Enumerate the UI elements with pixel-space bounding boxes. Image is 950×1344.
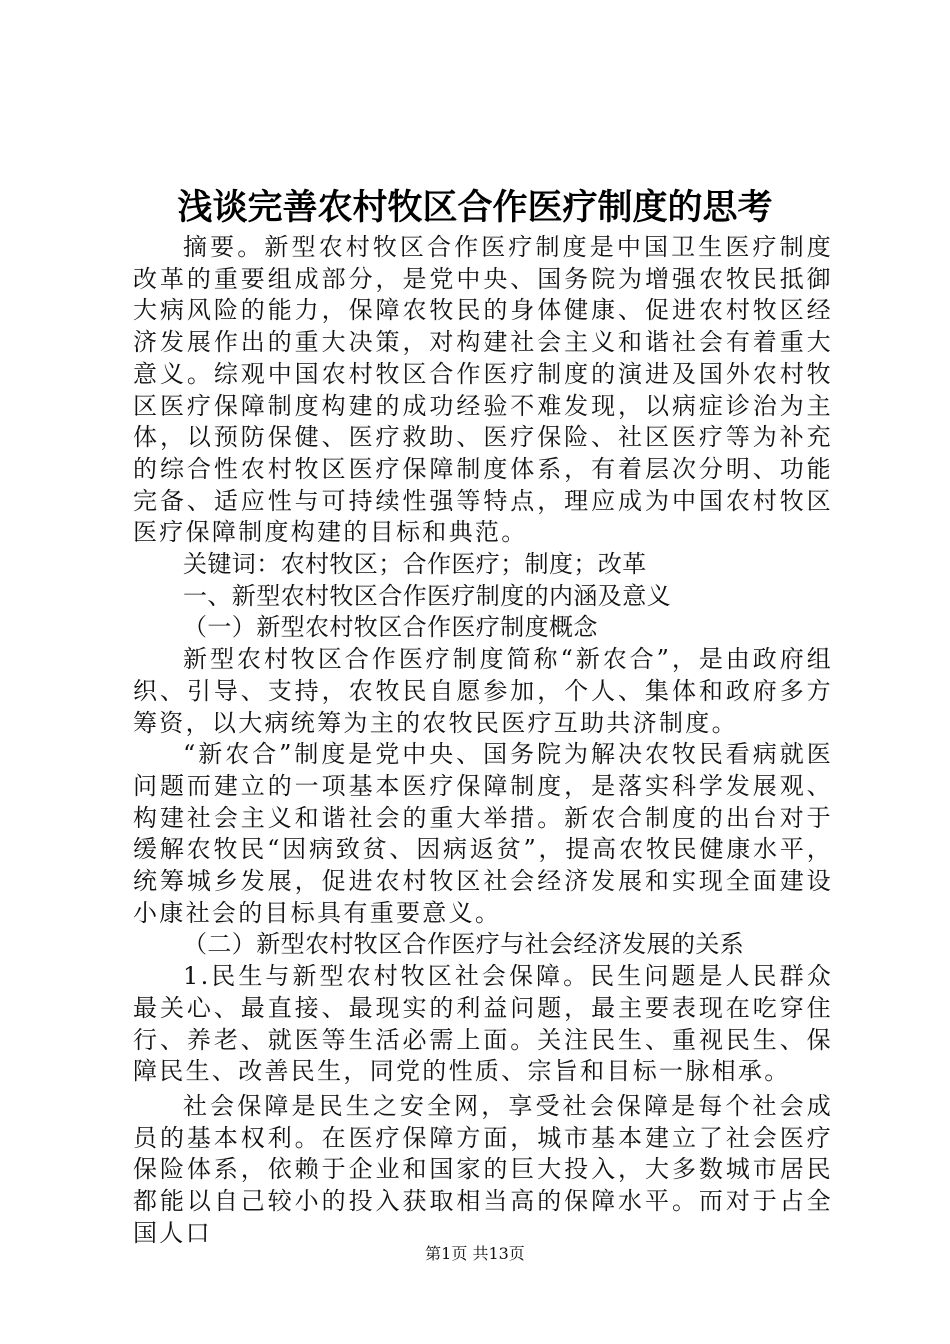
abstract-paragraph: 摘要。新型农村牧区合作医疗制度是中国卫生医疗制度改革的重要组成部分，是党中央、国务院为增强农牧民抵御大病风险的能力，保障农牧民的身体健康、促进农村牧区经济发展作出的重大决策，对构建社会主义和谐社会有着重大意义。综观中国农村牧区合作医疗制度的演进及国外农村牧区医疗保障制度构建的成功经验不难发现，以病症诊治为主体，以预防保健、医疗救助、医疗保险、社区医疗等为补充的综合性农村牧区医疗保障制度体系，有着层次分明、功能完备、适应性与可持续性强等特点，理应成为中国农村牧区医疗保障制度构建的目标和典范。	[133, 233, 833, 547]
subsection-heading-2: （二）新型农村牧区合作医疗与社会经济发展的关系	[183, 930, 745, 959]
body-paragraph: 新型农村牧区合作医疗制度简称“新农合”，是由政府组织、引导、支持，农牧民自愿参加，个人、集体和政府多方筹资，以大病统筹为主的农牧民医疗互助共济制度。	[133, 645, 833, 737]
body-paragraph: 1.民生与新型农村牧区社会保障。民生问题是人民群众最关心、最直接、最现实的利益问题，最主要表现在吃穿住行、养老、就医等生活必需上面。关注民生、重视民生、保障民生、改善民生，同党的性质、宗旨和目标一脉相承。	[133, 962, 833, 1086]
document-body	[133, 232, 833, 1250]
body-paragraph: 社会保障是民生之安全网，享受社会保障是每个社会成员的基本权利。在医疗保障方面，城市基本建立了社会医疗保险体系，依赖于企业和国家的巨大投入，大多数城市居民都能以自己较小的投入获取相当高的保障水平。而对于占全国人口	[133, 1091, 833, 1247]
subsection-heading-1: （一）新型农村牧区合作医疗制度概念	[183, 613, 598, 642]
body-paragraph: “新农合”制度是党中央、国务院为解决农牧民看病就医问题而建立的一项基本医疗保障制度，是落实科学发展观、构建社会主义和谐社会的重大举措。新农合制度的出台对于缓解农牧民“因病致贫、因病返贫”，提高农牧民健康水平，统筹城乡发展，促进农村牧区社会经济发展和实现全面建设小康社会的目标具有重要意义。	[133, 740, 833, 927]
page-footer: 第1页 共13页	[425, 1244, 525, 1263]
section-heading-1: 一、新型农村牧区合作医疗制度的内涵及意义	[183, 581, 671, 610]
keywords-line: 关键词：农村牧区；合作医疗；制度；改革	[183, 550, 647, 579]
document-title: 浅谈完善农村牧区合作医疗制度的思考	[177, 187, 773, 228]
